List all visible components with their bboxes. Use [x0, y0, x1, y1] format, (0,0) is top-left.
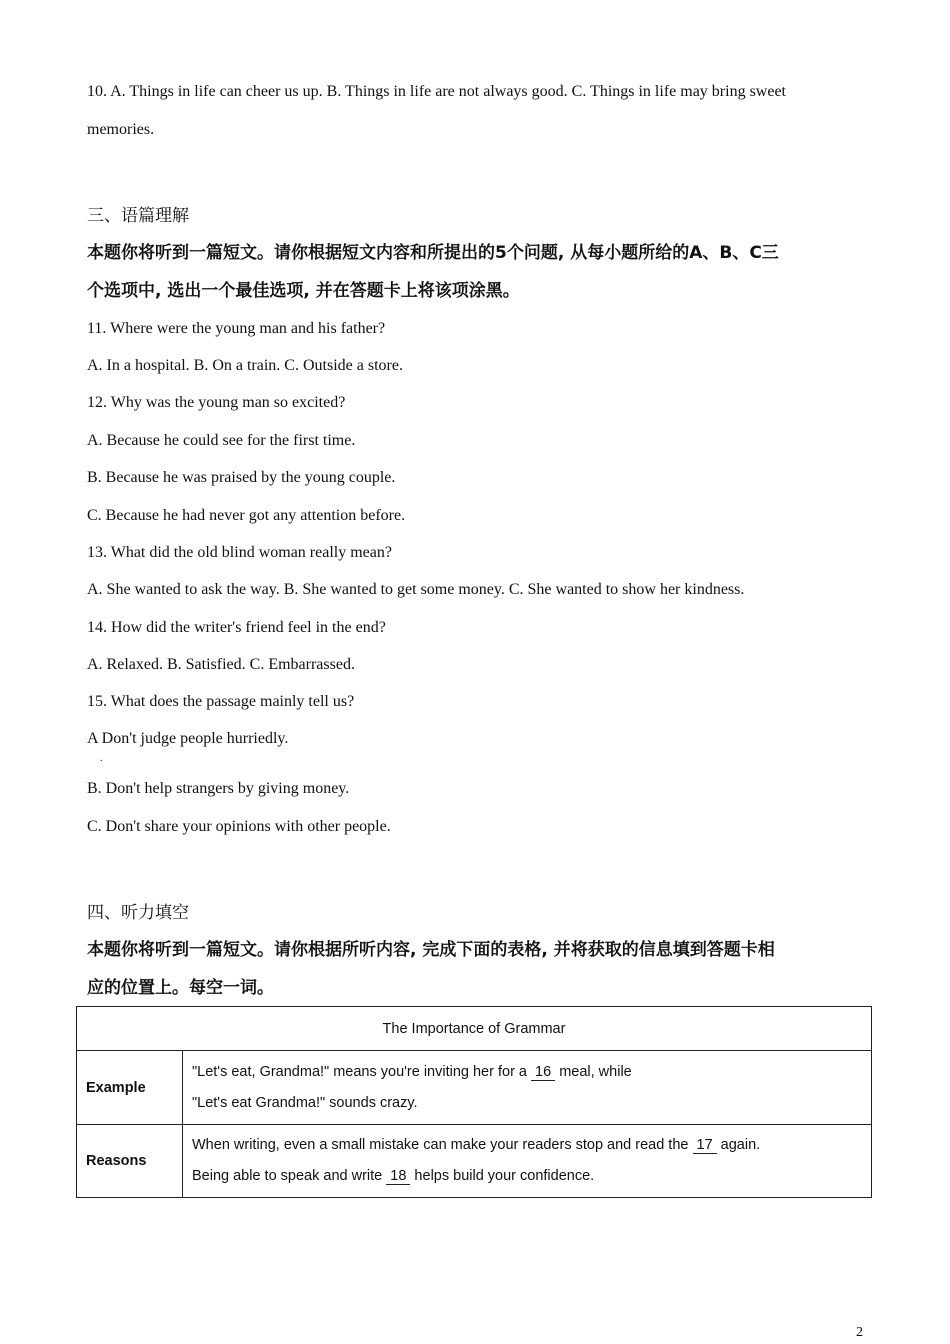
row-label-example: Example	[77, 1051, 183, 1125]
grammar-table	[76, 1006, 872, 1198]
q10-line1: 10. A. Things in life can cheer us up. B. Things in life are not always good. C. Things in life may bring sweet	[87, 83, 786, 100]
section3-title: 三、语篇理解	[87, 206, 189, 226]
q15-option-b: B. Don't help strangers by giving money.	[87, 780, 350, 797]
q15-question: 15. What does the passage mainly tell us?	[87, 693, 355, 710]
q11-question: 11. Where were the young man and his father?	[87, 320, 386, 337]
q12-question: 12. Why was the young man so excited?	[87, 394, 346, 411]
q10-line2: memories.	[87, 121, 155, 138]
q12-option-a: A. Because he could see for the first time.	[87, 432, 356, 449]
section4-instructions-2: 应的位置上。每空一词。	[87, 978, 274, 998]
q11-options: A. In a hospital. B. On a train. C. Outside a store.	[87, 357, 403, 374]
stray-dot: .	[100, 753, 103, 764]
q14-options: A. Relaxed. B. Satisfied. C. Embarrassed.	[87, 656, 355, 673]
row-label-reasons: Reasons	[77, 1125, 183, 1198]
reasons-line2-pre: Being able to speak and write	[192, 1168, 387, 1184]
q12-option-b: B. Because he was praised by the young couple.	[87, 469, 396, 486]
blank-17[interactable]: 17	[693, 1137, 717, 1154]
reasons-line1-post: again.	[716, 1137, 761, 1153]
reasons-line1-pre: When writing, even a small mistake can make your readers stop and read the	[192, 1137, 693, 1153]
row-example-content	[183, 1051, 872, 1125]
reasons-line2-post: helps build your confidence.	[410, 1168, 595, 1184]
page-number: 2	[856, 1325, 863, 1340]
q15-option-a: A Don't judge people hurriedly.	[87, 730, 289, 747]
q13-options: A. She wanted to ask the way. B. She wanted to get some money. C. She wanted to show her kindness.	[87, 581, 745, 598]
blank-16[interactable]: 16	[531, 1064, 555, 1081]
blank-18[interactable]: 18	[386, 1168, 410, 1185]
table-title: The Importance of Grammar	[77, 1007, 872, 1051]
section4-title: 四、听力填空	[87, 903, 189, 923]
example-line2: "Let's eat Grandma!" sounds crazy.	[192, 1094, 418, 1111]
q12-option-c: C. Because he had never got any attention before.	[87, 507, 406, 524]
q14-question: 14. How did the writer's friend feel in the end?	[87, 619, 386, 636]
section3-instructions-1: 本题你将听到一篇短文。请你根据短文内容和所提出的5个问题, 从每小题所给的A、B、C三	[87, 243, 779, 263]
example-line1-pre: "Let's eat, Grandma!" means you're inviting her for a	[192, 1063, 532, 1080]
example-line1-post: meal, while	[555, 1063, 632, 1080]
row-reasons-content	[183, 1125, 872, 1198]
section4-instructions-1: 本题你将听到一篇短文。请你根据所听内容, 完成下面的表格, 并将获取的信息填到答题卡相	[87, 940, 775, 960]
q13-question: 13. What did the old blind woman really mean?	[87, 544, 392, 561]
q15-option-c: C. Don't share your opinions with other people.	[87, 818, 391, 835]
section3-instructions-2: 个选项中, 选出一个最佳选项, 并在答题卡上将该项涂黑。	[87, 281, 520, 301]
